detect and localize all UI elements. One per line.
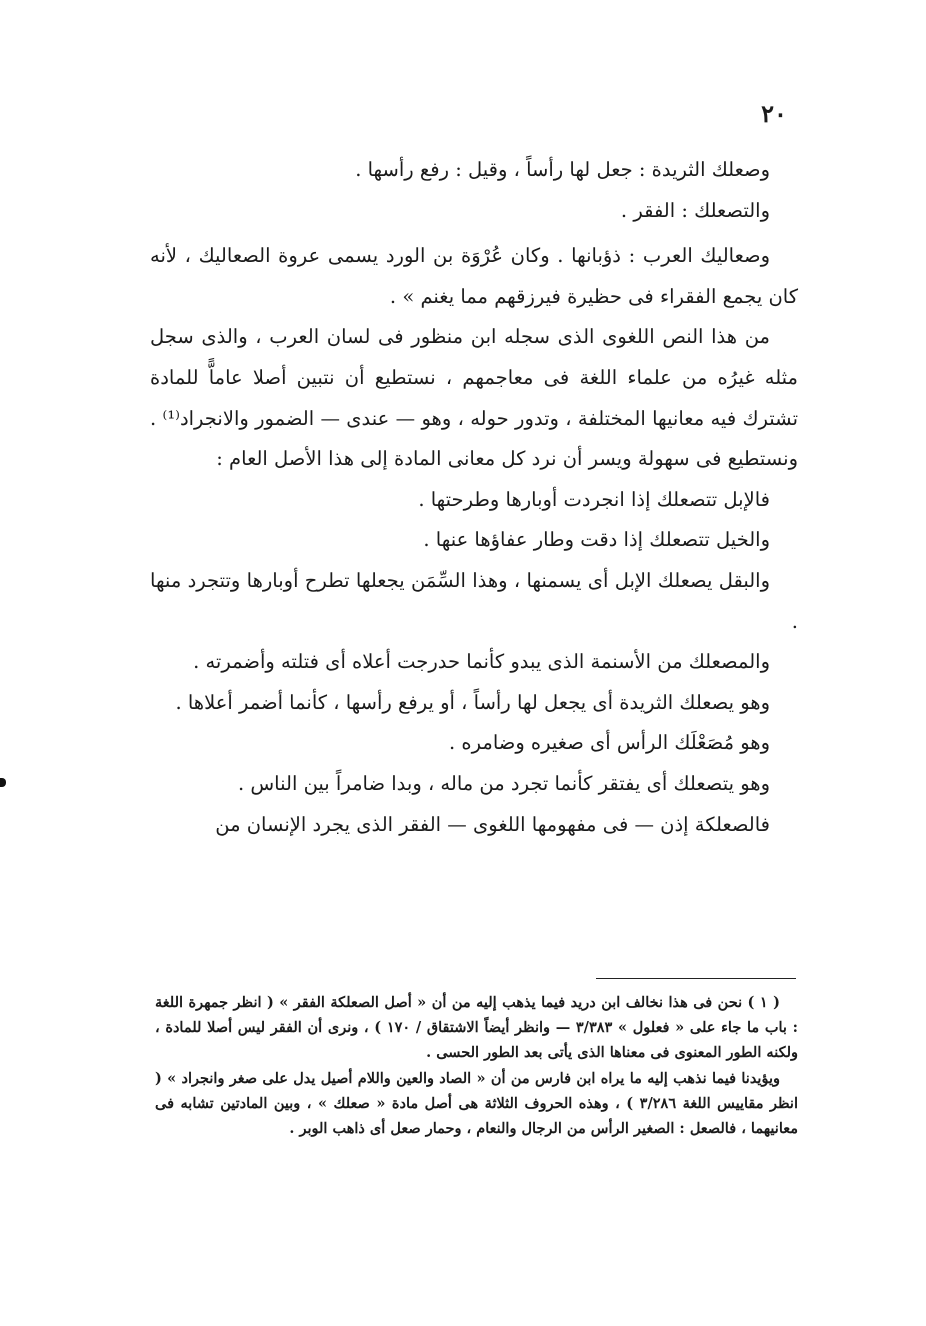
footnote-paragraph: ويؤيدنا فيما نذهب إليه ما يراه ابن فارس من أن « الصاد والعين واللام أصيل يدل على صغر وانجراد » ( انظر مقاييس اللغة ٣/٢٨٦ ) ، وهذه الحروف الثلاثة هى أصل مادة « صعلك » ، وبين المادتين تشابه فى معانيهما ، فالصعل : الصغير الرأس من الرجال والنعام ، وحمار صعل أى ذاهب الوبر .: [155, 1069, 798, 1138]
paragraph: من هذا النص اللغوى الذى سجله ابن منظور فى لسان العرب ، والذى سجل مثله غيرُه من علماء اللغة فى معاجمهم ، نستطيع أن نتبين أصلا عاماًّ للمادة تشترك فيه معانيها المختلفة ، وتدور حوله ، وهو — عندى — الضمور والانجراد⁽¹⁾ . ونستطيع فى سهولة ويسر أن نرد كل معانى المادة إلى هذا الأصل العام :: [150, 325, 799, 471]
main-text: [150, 150, 798, 845]
page-number: ٢٠: [761, 99, 787, 128]
paragraph: فالإبل تتصعلك إذا انجردت أوبارها وطرحتها .: [418, 487, 770, 511]
paragraph: وهو يصعلك الثريدة أى يجعل لها رأساً ، أو يرفع رأسها ، كأنما أضمر أعلاها .: [175, 690, 770, 714]
paragraph: والخيل تتصعلك إذا دقت وطار عفاؤها عنها .: [423, 528, 770, 552]
paragraph: والمصعلك من الأسنمة الذى يبدو كأنما حدرجت أعلاه أى فتلته وأضمرته .: [193, 650, 770, 674]
paragraph: وهو مُصَعْلَك الرأس أى صغيره وضامره .: [449, 731, 770, 755]
footnotes: [155, 990, 798, 1141]
paragraph: وهو يتصعلك أى يفتقر كأنما تجرد من ماله ، وبدا ضامراً بين الناس .: [237, 771, 770, 795]
scan-edge-mark: [0, 778, 6, 787]
footnote-paragraph: ( ١ ) نحن فى هذا نخالف ابن دريد فيما يذهب إليه من أن « أصل الصعلكة الفقر » ( انظر جمهرة اللغة : باب ما جاء على « فعلول » ٣/٣٨٣ — وانظر أيضاً الاشتقاق / ١٧٠ ) ، ونرى أن الفقر ليس أصلا للمادة ، ولكنه الطور المعنوى فى معناها الذى يأتى بعد الطور الحسى .: [155, 994, 798, 1062]
paragraph: والبقل يصعلك الإبل أى يسمنها ، وهذا السِّمَن يجعلها تطرح أوبارها وتتجرد منها .: [150, 568, 798, 633]
footnote-divider: [596, 978, 796, 979]
paragraph: فالصعلكة إذن — فى مفهومها اللغوى — الفقر الذى يجرد الإنسان من: [215, 812, 770, 836]
paragraph: وصعلك الثريدة : جعل لها رأساً ، وقيل : رفع رأسها .: [355, 158, 770, 181]
paragraph: وصعاليك العرب : ذؤبانها . وكان عُرْوَة بن الورد يسمى عروة الصعاليك ، لأنه كان يجمع الفقراء فى حظيرة فيرزقهم مما يغنم » .: [150, 244, 798, 308]
paragraph: والتصعلك : الفقر .: [620, 198, 770, 222]
